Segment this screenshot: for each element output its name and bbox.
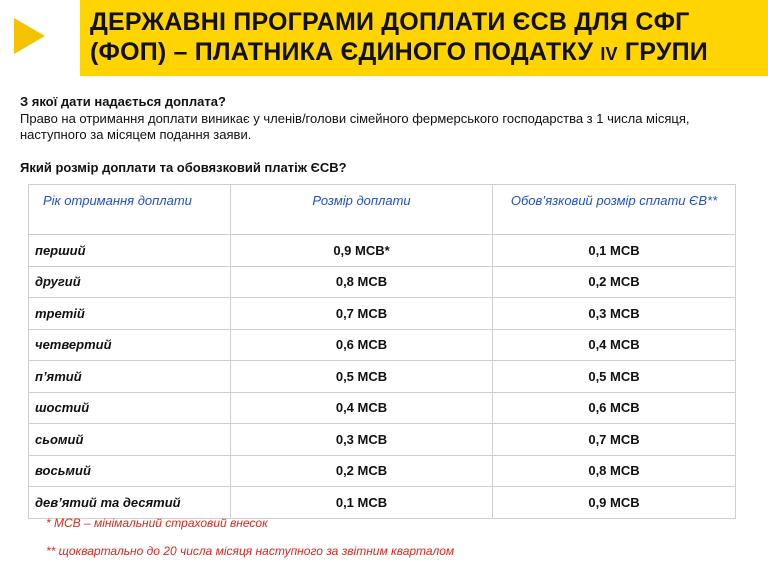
table-row — [29, 266, 736, 298]
page-title — [90, 7, 768, 69]
amount-cell: 0,2 МСВ — [231, 455, 493, 487]
title-line-2-roman: IV — [600, 44, 618, 64]
required-cell: 0,6 МСВ — [493, 392, 736, 424]
table-row — [29, 392, 736, 424]
required-cell: 0,1 МСВ — [493, 235, 736, 267]
year-cell: третій — [29, 298, 231, 330]
required-cell: 0,7 МСВ — [493, 424, 736, 456]
table-row — [29, 455, 736, 487]
table-row — [29, 424, 736, 456]
table-row — [29, 329, 736, 361]
year-cell: перший — [29, 235, 231, 267]
table-row — [29, 235, 736, 267]
answer-start-date: Право на отримання доплати виникає у членів/голови сімейного фермерського господарства з 1 числа місяця, наступного за місяцем подання заяви. — [20, 111, 690, 142]
year-cell: четвертий — [29, 329, 231, 361]
amount-cell: 0,7 МСВ — [231, 298, 493, 330]
amount-cell: 0,4 МСВ — [231, 392, 493, 424]
required-cell: 0,9 МСВ — [493, 487, 736, 519]
amount-cell: 0,3 МСВ — [231, 424, 493, 456]
column-header-amount: Розмір доплати — [231, 185, 493, 235]
required-cell: 0,5 МСВ — [493, 361, 736, 393]
title-line-2-b: ГРУПИ — [617, 38, 708, 66]
required-cell: 0,4 МСВ — [493, 329, 736, 361]
required-cell: 0,8 МСВ — [493, 455, 736, 487]
title-line-2-a: (ФОП) – ПЛАТНИКА ЄДИНОГО ПОДАТКУ — [90, 38, 601, 66]
title-line-1: ДЕРЖАВНІ ПРОГРАМИ ДОПЛАТИ ЄСВ ДЛЯ СФГ — [90, 8, 690, 36]
footnote-msv: * МСВ – мінімальний страховий внесок — [46, 516, 268, 530]
required-cell: 0,2 МСВ — [493, 266, 736, 298]
play-arrow-icon — [14, 18, 45, 54]
question-amount: Який розмір доплати та обовязковий платіж ЄСВ? — [20, 160, 347, 175]
year-cell: другий — [29, 266, 231, 298]
footnote-quarterly: ** щоквартально до 20 числа місяця наступного за звітним кварталом — [46, 544, 455, 558]
table-header-row — [29, 185, 736, 235]
column-header-required: Обов’язковий розмір сплати ЄВ** — [493, 185, 736, 235]
amount-cell: 0,9 МСВ* — [231, 235, 493, 267]
table-row — [29, 361, 736, 393]
title-banner — [80, 0, 768, 76]
year-cell: шостий — [29, 392, 231, 424]
title-line-2 — [90, 37, 768, 69]
required-cell: 0,3 МСВ — [493, 298, 736, 330]
amount-cell: 0,8 МСВ — [231, 266, 493, 298]
table-row — [29, 487, 736, 519]
year-cell: дев’ятий та десятий — [29, 487, 231, 519]
amount-cell: 0,6 МСВ — [231, 329, 493, 361]
question-start-date: З якої дати надається доплата? — [20, 94, 226, 109]
year-cell: сьомий — [29, 424, 231, 456]
year-cell: восьмий — [29, 455, 231, 487]
payment-table — [28, 184, 736, 519]
year-cell: п’ятий — [29, 361, 231, 393]
amount-cell: 0,1 МСВ — [231, 487, 493, 519]
amount-cell: 0,5 МСВ — [231, 361, 493, 393]
table-row — [29, 298, 736, 330]
column-header-year: Рік отримання доплати — [29, 185, 231, 235]
